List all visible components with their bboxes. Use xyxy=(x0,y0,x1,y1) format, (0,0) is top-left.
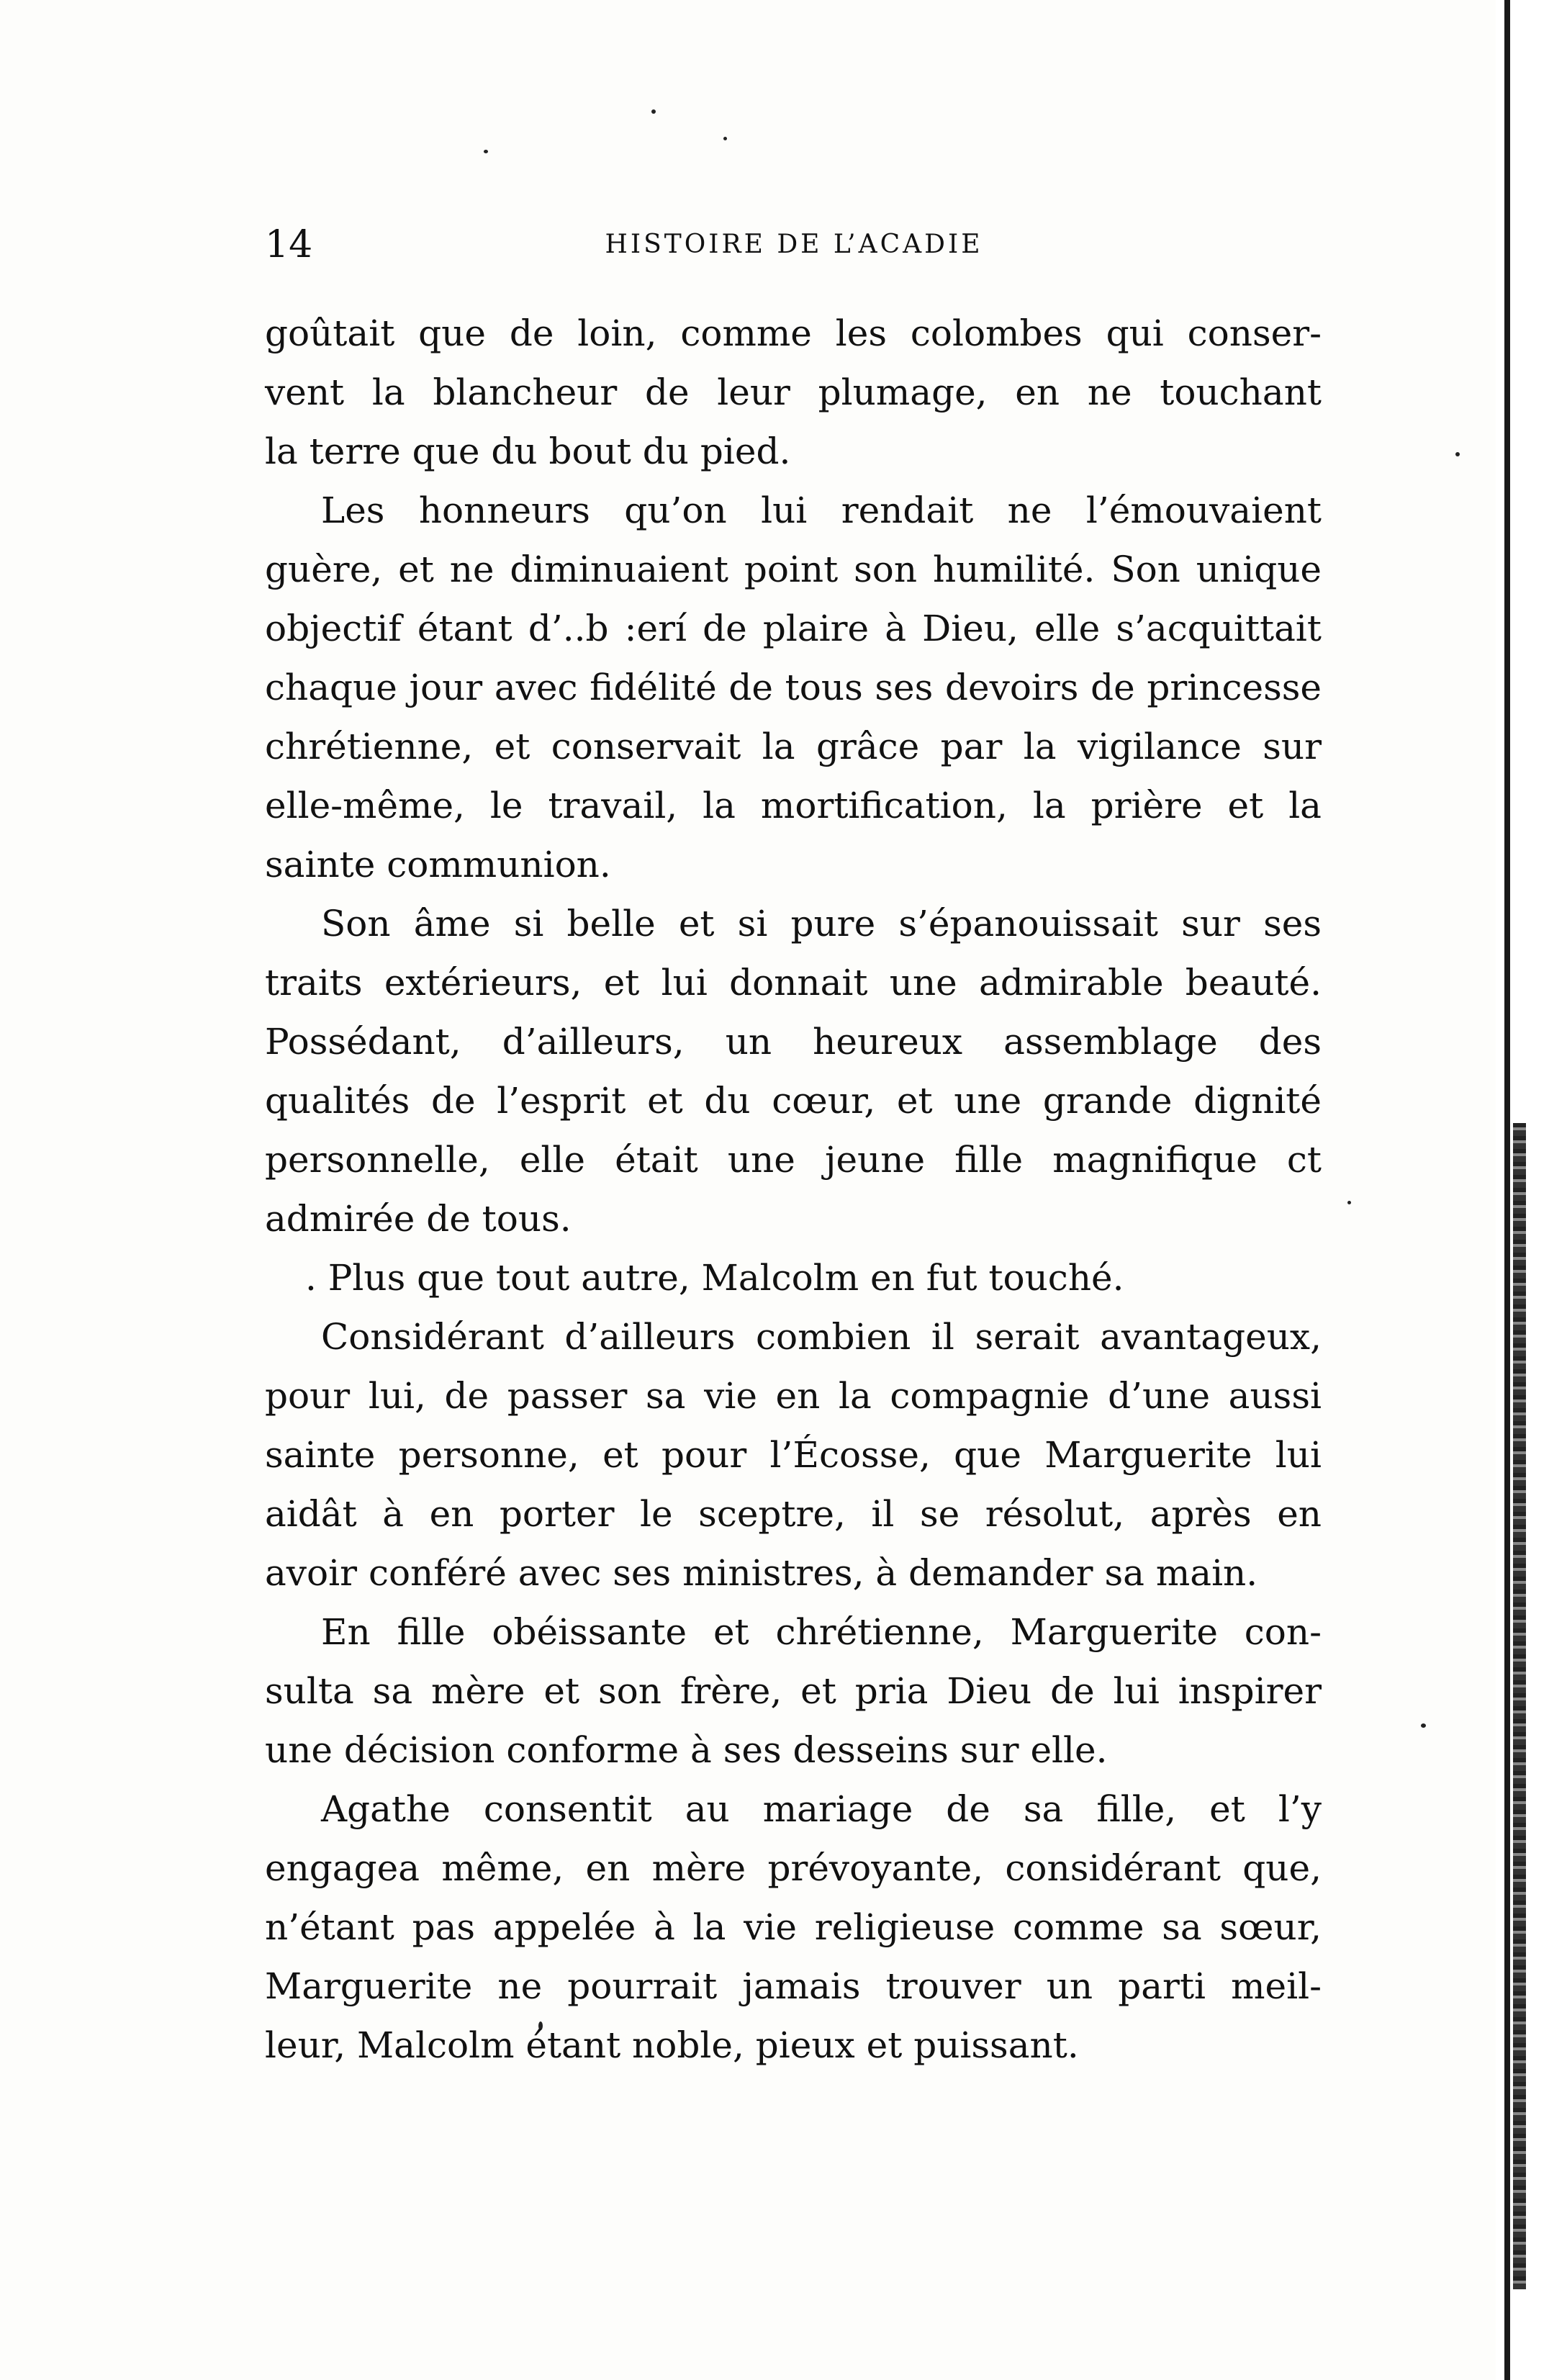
binding-torn-strip xyxy=(1513,1123,1526,2289)
text-line: leur, Malcolm étant noble, pieux et puissant. xyxy=(265,2024,1079,2066)
text-line: personnelle, elle était une jeune fille magnifique ct xyxy=(265,1139,1322,1181)
paragraph xyxy=(265,481,1322,894)
text-line: guère, et ne diminuaient point son humilité. Son unique xyxy=(265,549,1322,590)
text-line: chaque jour avec fidélité de tous ses devoirs de princesse xyxy=(265,667,1322,708)
paragraph xyxy=(265,1307,1322,1603)
paragraph xyxy=(265,304,1322,481)
text-line: qualités de l’esprit et du cœur, et une grande dignité xyxy=(265,1080,1322,1122)
text-line: une décision conforme à ses desseins sur elle. xyxy=(265,1729,1108,1771)
text-line: sainte personne, et pour l’Écosse, que Marguerite lui xyxy=(265,1434,1322,1476)
text-line: objectif étant d’..b :erí de plaire à Dieu, elle s’acquittait xyxy=(265,608,1322,649)
text-line: traits extérieurs, et lui donnait une admirable beauté. xyxy=(265,962,1322,1004)
text-line: admirée de tous. xyxy=(265,1198,572,1240)
scan-speck xyxy=(651,109,656,114)
text-line: vent la blancheur de leur plumage, en ne touchant xyxy=(265,371,1322,413)
text-line: sulta sa mère et son frère, et pria Dieu de lui inspirer xyxy=(265,1670,1322,1712)
binding-edge xyxy=(1496,0,1567,2380)
page-header xyxy=(265,216,1323,274)
scan-speck xyxy=(1347,1201,1351,1204)
text-line: Son âme si belle et si pure s’épanouissait sur ses xyxy=(321,903,1322,945)
text-line: Possédant, d’ailleurs, un heureux assemblage des xyxy=(265,1021,1322,1063)
text-line: Les honneurs qu’on lui rendait ne l’émouvaient xyxy=(321,490,1322,531)
text-line: engagea même, en mère prévoyante, considérant que, xyxy=(265,1847,1322,1889)
scan-speck xyxy=(1421,1723,1426,1728)
binding-rule xyxy=(1504,0,1510,2380)
text-line: avoir conféré avec ses ministres, à demander sa main. xyxy=(265,1552,1258,1594)
text-line: Considérant d’ailleurs combien il serait avantageux, xyxy=(321,1316,1322,1358)
text-line: Agathe consentit au mariage de sa fille, et l’y xyxy=(321,1788,1322,1830)
scan-speck xyxy=(723,137,727,140)
scan-speck xyxy=(484,150,488,153)
page-number: 14 xyxy=(265,223,313,266)
text-line: aidât à en porter le sceptre, il se résolut, après en xyxy=(265,1493,1322,1535)
text-line: . Plus que tout autre, Malcolm en fut touché. xyxy=(305,1257,1124,1299)
text-line: elle-même, le travail, la mortification, la prière et la xyxy=(265,785,1322,826)
text-line: goûtait que de loin, comme les colombes qui conser- xyxy=(265,312,1322,354)
paragraph xyxy=(265,1780,1322,2075)
scan-speck xyxy=(1455,452,1460,456)
text-line: sainte communion. xyxy=(265,844,611,885)
paragraph xyxy=(265,894,1322,1248)
paragraph xyxy=(265,1603,1322,1780)
text-line: En fille obéissante et chrétienne, Marguerite con- xyxy=(321,1611,1322,1653)
text-line: chrétienne, et conservait la grâce par la vigilance sur xyxy=(265,726,1322,767)
body-text xyxy=(265,304,1322,2075)
paragraph xyxy=(265,1248,1322,1307)
running-title: HISTOIRE DE L’ACADIE xyxy=(605,230,983,259)
text-line: Marguerite ne pourrait jamais trouver un parti meil- xyxy=(265,1965,1322,2007)
text-line: la terre que du bout du pied. xyxy=(265,431,791,472)
text-line: pour lui, de passer sa vie en la compagnie d’une aussi xyxy=(265,1375,1322,1417)
text-line: n’étant pas appelée à la vie religieuse comme sa sœur, xyxy=(265,1906,1322,1948)
